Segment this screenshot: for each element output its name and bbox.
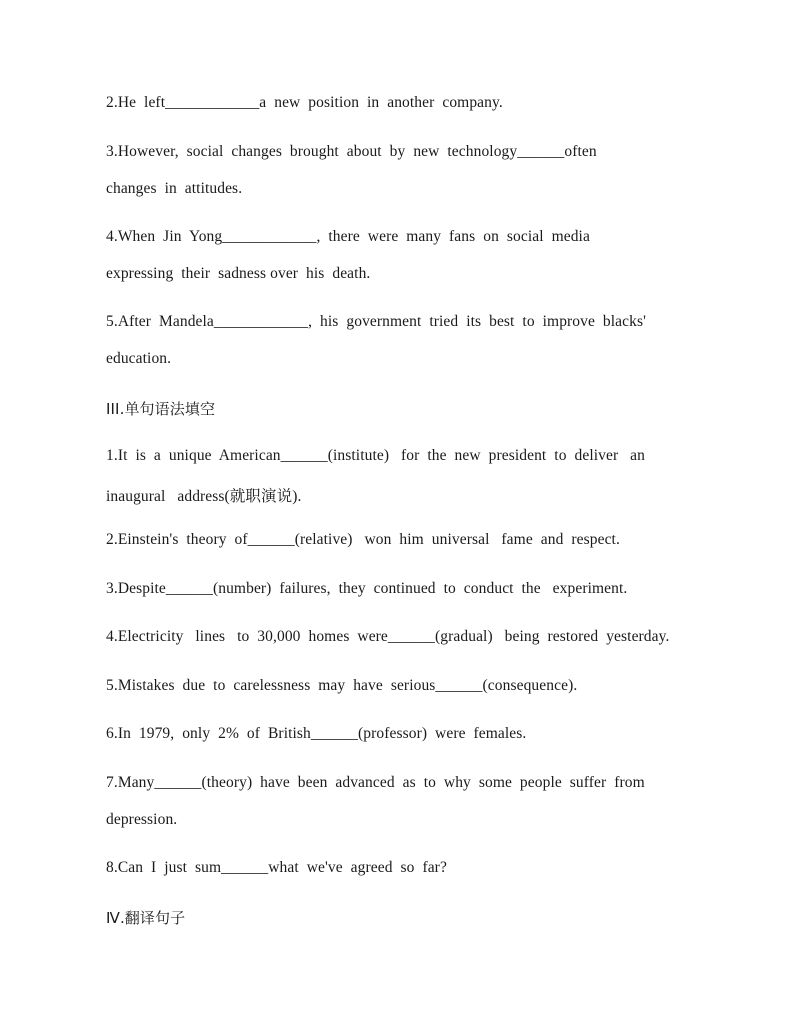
grammar-item-7-line-2: depression. <box>106 811 178 828</box>
question-5-line-2: education. <box>106 350 172 367</box>
grammar-item-1-line-2: inaugural address(就职演说). <box>106 488 302 505</box>
question-5-line-1: 5.After Mandela____________, his government tried its best to improve blacks' <box>106 313 647 330</box>
question-2-line-1: 2.He left____________a new position in another company. <box>106 94 503 111</box>
question-3-line-1: 3.However, social changes brought about by new technology______often <box>106 143 597 160</box>
section-4-heading: Ⅳ.翻译句子 <box>106 909 186 927</box>
grammar-item-6: 6.In 1979, only 2% of British______(professor) were females. <box>106 725 527 742</box>
question-3-line-2: changes in attitudes. <box>106 180 243 197</box>
question-4-line-2: expressing their sadness over his death. <box>106 265 371 282</box>
grammar-item-7-line-1: 7.Many______(theory) have been advanced as to why some people suffer from <box>106 774 645 791</box>
grammar-item-4: 4.Electricity lines to 30,000 homes were______(gradual) being restored yesterday. <box>106 628 670 645</box>
grammar-item-1-line-1: 1.It is a unique American______(institute) for the new president to deliver an <box>106 447 645 464</box>
question-4-line-1: 4.When Jin Yong____________, there were many fans on social media <box>106 228 590 245</box>
grammar-item-3: 3.Despite______(number) failures, they continued to conduct the experiment. <box>106 580 628 597</box>
grammar-item-2: 2.Einstein's theory of______(relative) won him universal fame and respect. <box>106 531 620 548</box>
grammar-item-5: 5.Mistakes due to carelessness may have serious______(consequence). <box>106 677 578 694</box>
grammar-item-8: 8.Can I just sum______what we've agreed so far? <box>106 859 447 876</box>
section-3-heading: III.单句语法填空 <box>106 400 216 418</box>
